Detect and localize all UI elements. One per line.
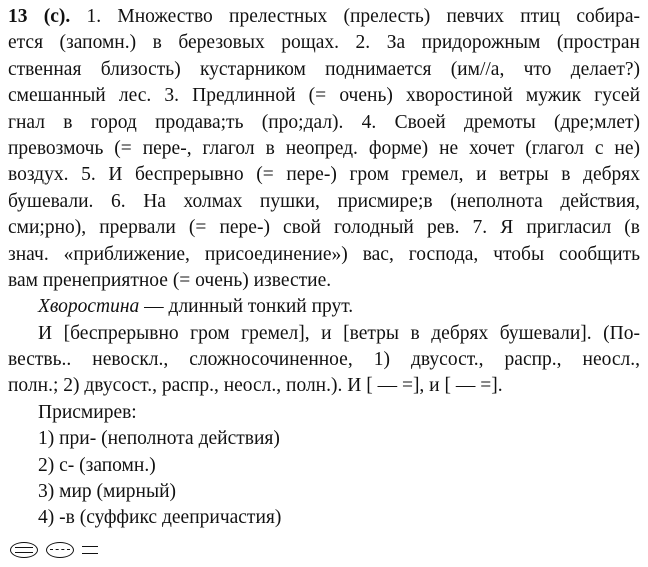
task-line: вам пренеприятное (= очень) известие.: [8, 269, 332, 291]
morpheme-item: 1) при- (неполнота действия): [38, 428, 280, 450]
morpheme-heading: Присмирев:: [38, 401, 137, 423]
task-line: бушевали. 6. На холмах пушки, присмире;в (неполнота действия,: [8, 190, 640, 212]
task-line: сми;рно), прервали (= пере-) свой голодный рев. 7. Я пригласил (в: [8, 217, 640, 239]
morpheme-item: 2) с- (запомн.): [38, 454, 156, 476]
task-line: [8, 4, 640, 30]
definition-term: Хворостина: [38, 296, 140, 318]
task-number: 13 (с).: [8, 6, 71, 27]
morpheme-item: 3) мир (мирный): [38, 481, 177, 503]
predicate-double-line-symbol: [82, 546, 98, 554]
task-line: превозмочь (= пере-, глагол в неопред. форме) не хочет (глагол с не): [8, 137, 640, 159]
task-line: смешанный лес. 3. Предлинной (= очень) хворостиной мужик гусей: [8, 85, 640, 107]
sentence-member-symbols: [10, 539, 98, 561]
task-line: воздух. 5. И беспрерывно (= пере-) гром гремел, и ветры в дебрях: [8, 164, 640, 186]
analysis-line: И [беспрерывно гром гремел], и [ветры в дебрях бушевали]. (По-: [38, 322, 640, 344]
analysis-line: вествь.. невоскл., сложносочиненное, 1) двусост., распр., неосл.,: [8, 349, 640, 371]
definition-text: — длинный тонкий прут.: [139, 296, 354, 318]
morpheme-item: 4) -в (суффикс деепричастия): [38, 507, 282, 529]
task-line: гнал в город продава;ть (про;дал). 4. Своей дремоты (дре;млет): [8, 111, 640, 133]
task-line: ется (запомн.) в березовых рощах. 2. За придорожным (простран: [8, 32, 640, 54]
circumstance-oval-symbol: [46, 542, 74, 558]
analysis-line: полн.; 2) двусост., распр., неосл., полн.). И [ — =], и [ — =].: [8, 375, 503, 397]
task-line: знач. «приближение, присоединение») вас, господа, чтобы сообщить: [8, 243, 640, 265]
task-line: ственная близость) кустарником поднимается (им//а, что делает?): [8, 58, 640, 80]
definition-line: [8, 294, 640, 320]
subject-oval-symbol: [10, 542, 38, 558]
task-text: 1. Множество прелестных (прелесть) певчих птиц собира-: [86, 6, 640, 27]
